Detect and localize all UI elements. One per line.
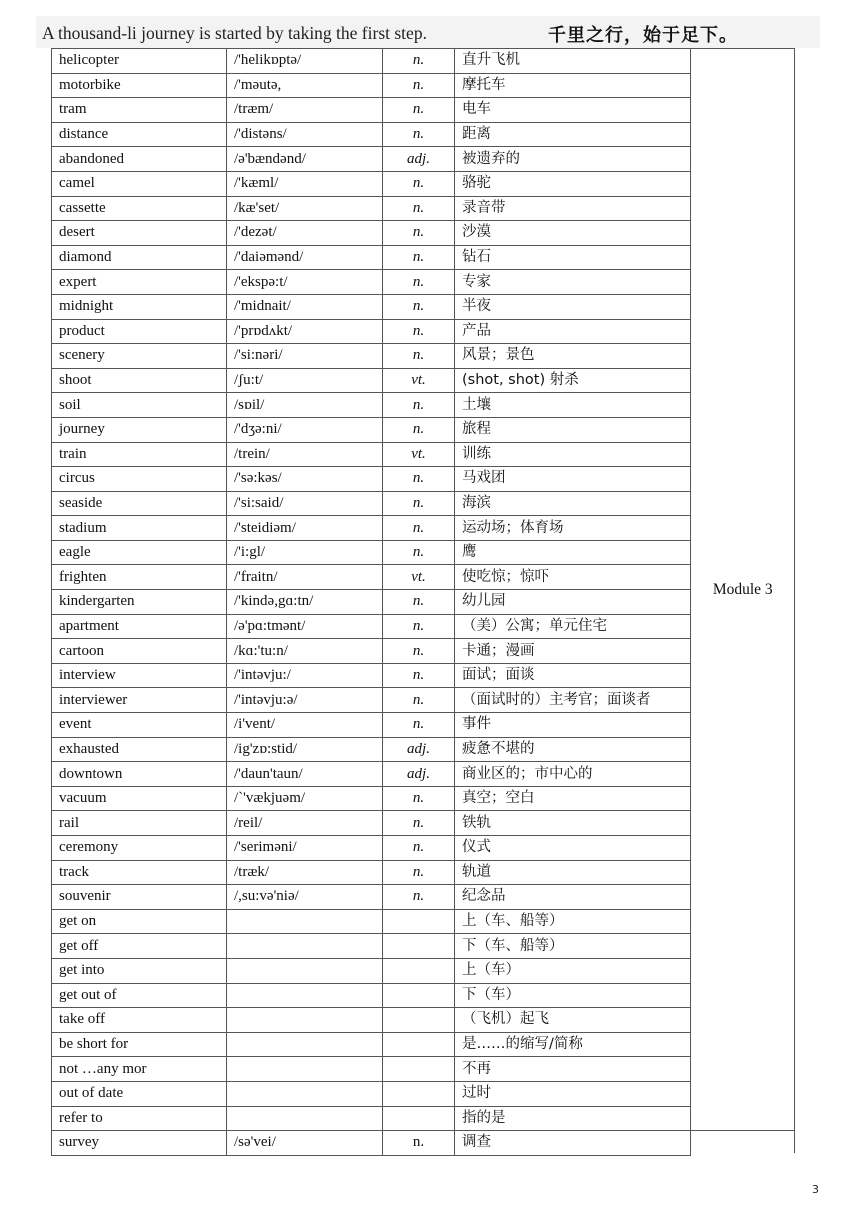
table-row (52, 663, 795, 688)
pos-cell: n. (383, 663, 455, 688)
table-row (52, 49, 795, 74)
word-cell: product (52, 319, 227, 344)
word-cell: seaside (52, 491, 227, 516)
phonetic-cell: /træm/ (227, 98, 383, 123)
table-row (52, 467, 795, 492)
word-cell: frighten (52, 565, 227, 590)
table-row (52, 73, 795, 98)
table-row (52, 590, 795, 615)
pos-cell: adj. (383, 762, 455, 787)
pos-cell: vt. (383, 565, 455, 590)
pos-cell: n. (383, 98, 455, 123)
vocabulary-table-body (52, 49, 795, 1156)
meaning-cell: 不再 (455, 1057, 691, 1082)
pos-cell (383, 983, 455, 1008)
pos-cell: n. (383, 73, 455, 98)
phonetic-cell: /reil/ (227, 811, 383, 836)
phonetic-cell (227, 1106, 383, 1131)
word-cell: event (52, 713, 227, 738)
meaning-cell: 摩托车 (455, 73, 691, 98)
table-row (52, 811, 795, 836)
table-row (52, 1057, 795, 1082)
meaning-cell: 马戏团 (455, 467, 691, 492)
meaning-cell: 土壤 (455, 393, 691, 418)
phonetic-cell: /'prɒdʌkt/ (227, 319, 383, 344)
header-chinese-quote: 千里之行，始于足下。 (548, 25, 738, 46)
word-cell: diamond (52, 245, 227, 270)
word-cell: train (52, 442, 227, 467)
meaning-cell: 调查 (455, 1131, 691, 1156)
pos-cell (383, 958, 455, 983)
pos-cell: n. (383, 319, 455, 344)
meaning-cell: 钻石 (455, 245, 691, 270)
meaning-cell: 运动场；体育场 (455, 516, 691, 541)
meaning-cell: 铁轨 (455, 811, 691, 836)
phonetic-cell: /kæ'set/ (227, 196, 383, 221)
word-cell: get out of (52, 983, 227, 1008)
word-cell: soil (52, 393, 227, 418)
table-row (52, 245, 795, 270)
pos-cell: n. (383, 393, 455, 418)
right-border-line (794, 48, 795, 1153)
table-row (52, 885, 795, 910)
pos-cell (383, 909, 455, 934)
table-row (52, 491, 795, 516)
phonetic-cell: /'dezət/ (227, 221, 383, 246)
word-cell: vacuum (52, 786, 227, 811)
page-number: 3 (812, 1183, 819, 1196)
table-row (52, 1131, 795, 1156)
table-row (52, 540, 795, 565)
word-cell: be short for (52, 1032, 227, 1057)
phonetic-cell: /'daiəmənd/ (227, 245, 383, 270)
word-cell: midnight (52, 294, 227, 319)
phonetic-cell: /ʃu:t/ (227, 368, 383, 393)
table-row (52, 713, 795, 738)
meaning-cell: 幼儿园 (455, 590, 691, 615)
header-banner (36, 16, 820, 48)
table-row (52, 786, 795, 811)
phonetic-cell: /'məutə, (227, 73, 383, 98)
meaning-cell: (shot, shot) 射杀 (455, 368, 691, 393)
pos-cell: n. (383, 688, 455, 713)
phonetic-cell: /'ekspə:t/ (227, 270, 383, 295)
pos-cell: adj. (383, 147, 455, 172)
meaning-cell: （面试时的）主考官；面谈者 (455, 688, 691, 713)
table-row (52, 516, 795, 541)
pos-cell: n. (383, 221, 455, 246)
word-cell: distance (52, 122, 227, 147)
word-cell: exhausted (52, 737, 227, 762)
meaning-cell: 仪式 (455, 836, 691, 861)
meaning-cell: 卡通；漫画 (455, 639, 691, 664)
meaning-cell: 被遗弃的 (455, 147, 691, 172)
table-row (52, 221, 795, 246)
phonetic-cell: /'intəvju:ə/ (227, 688, 383, 713)
meaning-cell: 事件 (455, 713, 691, 738)
word-cell: not …any mor (52, 1057, 227, 1082)
meaning-cell: 直升飞机 (455, 49, 691, 74)
phonetic-cell: /sɒil/ (227, 393, 383, 418)
table-row (52, 614, 795, 639)
meaning-cell: 沙漠 (455, 221, 691, 246)
pos-cell (383, 1106, 455, 1131)
word-cell: get on (52, 909, 227, 934)
meaning-cell: 电车 (455, 98, 691, 123)
table-row (52, 688, 795, 713)
header-english-quote: A thousand-li journey is started by taking the first step. (42, 23, 427, 43)
word-cell: track (52, 860, 227, 885)
phonetic-cell: /'kində,gɑ:tn/ (227, 590, 383, 615)
pos-cell: adj. (383, 737, 455, 762)
meaning-cell: 专家 (455, 270, 691, 295)
meaning-cell: 上（车、船等） (455, 909, 691, 934)
empty-cell (691, 1131, 795, 1156)
table-row (52, 639, 795, 664)
pos-cell: n. (383, 811, 455, 836)
phonetic-cell: /'si:nəri/ (227, 344, 383, 369)
phonetic-cell: /'kæml/ (227, 171, 383, 196)
phonetic-cell: /'distəns/ (227, 122, 383, 147)
pos-cell: n. (383, 713, 455, 738)
pos-cell: n. (383, 540, 455, 565)
word-cell: interviewer (52, 688, 227, 713)
word-cell: circus (52, 467, 227, 492)
meaning-cell: 上（车） (455, 958, 691, 983)
meaning-cell: 录音带 (455, 196, 691, 221)
pos-cell: n. (383, 614, 455, 639)
word-cell: stadium (52, 516, 227, 541)
table-row (52, 270, 795, 295)
pos-cell: n. (383, 245, 455, 270)
pos-cell: vt. (383, 442, 455, 467)
table-row (52, 147, 795, 172)
table-row (52, 417, 795, 442)
meaning-cell: 使吃惊；惊吓 (455, 565, 691, 590)
word-cell: souvenir (52, 885, 227, 910)
word-cell: survey (52, 1131, 227, 1156)
phonetic-cell: /'si:said/ (227, 491, 383, 516)
meaning-cell: 风景；景色 (455, 344, 691, 369)
word-cell: helicopter (52, 49, 227, 74)
table-row (52, 958, 795, 983)
phonetic-cell: /træk/ (227, 860, 383, 885)
word-cell: shoot (52, 368, 227, 393)
pos-cell: n. (383, 1131, 455, 1156)
meaning-cell: 下（车） (455, 983, 691, 1008)
meaning-cell: （美）公寓；单元住宅 (455, 614, 691, 639)
word-cell: scenery (52, 344, 227, 369)
word-cell: interview (52, 663, 227, 688)
phonetic-cell: /'steidiəm/ (227, 516, 383, 541)
phonetic-cell: /ig'zɒ:stid/ (227, 737, 383, 762)
pos-cell: vt. (383, 368, 455, 393)
meaning-cell: 轨道 (455, 860, 691, 885)
word-cell: ceremony (52, 836, 227, 861)
phonetic-cell (227, 958, 383, 983)
meaning-cell: 旅程 (455, 417, 691, 442)
table-row (52, 196, 795, 221)
phonetic-cell: /'midnait/ (227, 294, 383, 319)
pos-cell (383, 1057, 455, 1082)
word-cell: motorbike (52, 73, 227, 98)
phonetic-cell (227, 1032, 383, 1057)
pos-cell (383, 1032, 455, 1057)
pos-cell: n. (383, 171, 455, 196)
phonetic-cell (227, 1081, 383, 1106)
word-cell: apartment (52, 614, 227, 639)
pos-cell: n. (383, 590, 455, 615)
meaning-cell: 骆驼 (455, 171, 691, 196)
word-cell: camel (52, 171, 227, 196)
word-cell: journey (52, 417, 227, 442)
meaning-cell: 商业区的；市中心的 (455, 762, 691, 787)
table-row (52, 836, 795, 861)
word-cell: get into (52, 958, 227, 983)
phonetic-cell: /ˋ'vækjuəm/ (227, 786, 383, 811)
table-row (52, 762, 795, 787)
meaning-cell: 纪念品 (455, 885, 691, 910)
phonetic-cell: /trein/ (227, 442, 383, 467)
meaning-cell: 是……的缩写/简称 (455, 1032, 691, 1057)
table-row (52, 1008, 795, 1033)
table-row (52, 294, 795, 319)
phonetic-cell: /sə'vei/ (227, 1131, 383, 1156)
pos-cell: n. (383, 639, 455, 664)
meaning-cell: 过时 (455, 1081, 691, 1106)
pos-cell: n. (383, 122, 455, 147)
pos-cell (383, 1008, 455, 1033)
word-cell: expert (52, 270, 227, 295)
meaning-cell: 真空；空白 (455, 786, 691, 811)
meaning-cell: 训练 (455, 442, 691, 467)
word-cell: rail (52, 811, 227, 836)
word-cell: eagle (52, 540, 227, 565)
table-row (52, 1081, 795, 1106)
table-row (52, 368, 795, 393)
word-cell: kindergarten (52, 590, 227, 615)
meaning-cell: （飞机）起飞 (455, 1008, 691, 1033)
table-row (52, 344, 795, 369)
table-row (52, 909, 795, 934)
pos-cell: n. (383, 417, 455, 442)
pos-cell: n. (383, 49, 455, 74)
phonetic-cell (227, 1008, 383, 1033)
pos-cell: n. (383, 294, 455, 319)
word-cell: downtown (52, 762, 227, 787)
phonetic-cell: /'dʒə:ni/ (227, 417, 383, 442)
table-row (52, 442, 795, 467)
pos-cell: n. (383, 516, 455, 541)
word-cell: cassette (52, 196, 227, 221)
phonetic-cell: /ə'pɑ:tmənt/ (227, 614, 383, 639)
phonetic-cell: /ə'bændənd/ (227, 147, 383, 172)
pos-cell: n. (383, 885, 455, 910)
phonetic-cell: /kɑ:'tu:n/ (227, 639, 383, 664)
phonetic-cell: /,su:və'niə/ (227, 885, 383, 910)
phonetic-cell: /'helikɒptə/ (227, 49, 383, 74)
phonetic-cell: /'fraitn/ (227, 565, 383, 590)
pos-cell (383, 934, 455, 959)
pos-cell: n. (383, 491, 455, 516)
word-cell: get off (52, 934, 227, 959)
meaning-cell: 产品 (455, 319, 691, 344)
meaning-cell: 海滨 (455, 491, 691, 516)
word-cell: abandoned (52, 147, 227, 172)
phonetic-cell: /'sə:kəs/ (227, 467, 383, 492)
vocabulary-table (51, 48, 795, 1156)
word-cell: tram (52, 98, 227, 123)
word-cell: out of date (52, 1081, 227, 1106)
table-row (52, 122, 795, 147)
table-row (52, 934, 795, 959)
phonetic-cell (227, 909, 383, 934)
pos-cell (383, 1081, 455, 1106)
pos-cell: n. (383, 786, 455, 811)
table-row (52, 98, 795, 123)
pos-cell: n. (383, 860, 455, 885)
module-label: Module 3 (691, 49, 795, 1131)
meaning-cell: 下（车、船等） (455, 934, 691, 959)
table-row (52, 171, 795, 196)
meaning-cell: 疲惫不堪的 (455, 737, 691, 762)
meaning-cell: 距离 (455, 122, 691, 147)
table-row (52, 983, 795, 1008)
table-row (52, 319, 795, 344)
pos-cell: n. (383, 196, 455, 221)
meaning-cell: 鹰 (455, 540, 691, 565)
meaning-cell: 半夜 (455, 294, 691, 319)
phonetic-cell: /'seriməni/ (227, 836, 383, 861)
table-row (52, 1106, 795, 1131)
phonetic-cell: /'intəvju:/ (227, 663, 383, 688)
table-row (52, 565, 795, 590)
pos-cell: n. (383, 344, 455, 369)
table-row (52, 393, 795, 418)
phonetic-cell: /'daun'taun/ (227, 762, 383, 787)
table-row (52, 1032, 795, 1057)
meaning-cell: 指的是 (455, 1106, 691, 1131)
pos-cell: n. (383, 270, 455, 295)
meaning-cell: 面试；面谈 (455, 663, 691, 688)
table-row (52, 860, 795, 885)
word-cell: desert (52, 221, 227, 246)
pos-cell: n. (383, 836, 455, 861)
phonetic-cell (227, 983, 383, 1008)
table-row (52, 737, 795, 762)
phonetic-cell (227, 1057, 383, 1082)
word-cell: cartoon (52, 639, 227, 664)
phonetic-cell (227, 934, 383, 959)
word-cell: refer to (52, 1106, 227, 1131)
phonetic-cell: /'i:gl/ (227, 540, 383, 565)
phonetic-cell: /i'vent/ (227, 713, 383, 738)
word-cell: take off (52, 1008, 227, 1033)
pos-cell: n. (383, 467, 455, 492)
